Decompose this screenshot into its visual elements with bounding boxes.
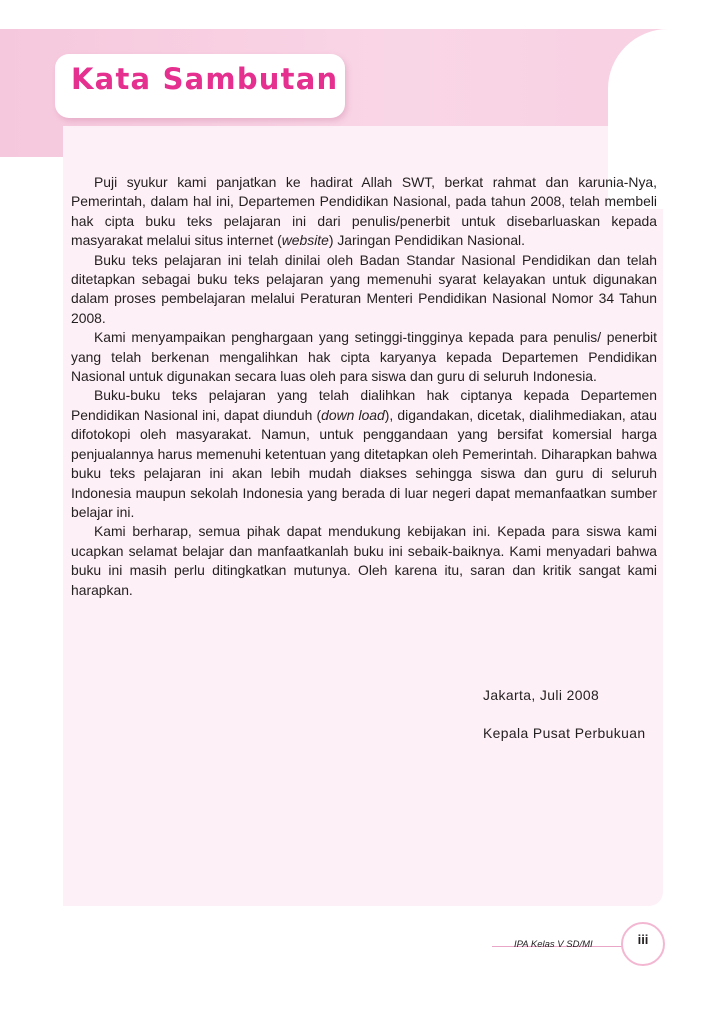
footer-book-label: IPA Kelas V SD/MI [514, 939, 593, 950]
paragraph-5: Kami berharap, semua pihak dapat mendukung kebijakan ini. Kepada para siswa kami ucapkan selamat belajar dan manfaatkanlah buku ini sebaik-baiknya. Kami menyadari bahwa buku ini masih perlu ditingkatkan mutunya. Oleh karena itu, saran dan kritik sangat kami harapkan. [71, 523, 657, 598]
paragraph-1-text: Puji syukur kami panjatkan ke hadirat Allah SWT, berkat rahmat dan karunia-Nya, Pemerintah, dalam hal ini, Departemen Pendidikan Nasional, pada tahun 2008, telah membeli hak cipta buku teks pelajaran ini dari penulis/penerbit untuk disebarluaskan kepada masyarakat melalui situs internet ( [71, 174, 657, 249]
paragraph-4 [71, 386, 657, 522]
paragraph-1 [71, 173, 657, 251]
paragraph-1-end: ) Jaringan Pendidikan Nasional. [328, 232, 526, 249]
header-curve-fill [663, 156, 728, 216]
signature-place-date: Jakarta, Juli 2008 [483, 687, 600, 703]
paragraph-4-emphasis: down load [321, 406, 385, 423]
page-title: Kata Sambutan [71, 62, 339, 96]
paragraph-4-end: ), digandakan, dicetak, dialihmediakan, atau difotokopi oleh masyarakat. Namun, untuk penggandaan yang bersifat komersial harga penjualannya harus memenuhi ketentuan yang ditetapkan oleh Pemerintah. Diharapkan bahwa buku teks pelajaran ini akan lebih mudah diakses sehingga siswa dan guru di seluruh Indonesia maupun sekolah Indonesia yang berada di luar negeri dapat memanfaatkan sumber belajar ini. [71, 406, 657, 520]
paragraph-4-text: Buku-buku teks pelajaran yang telah dialihkan hak ciptanya kepada Departemen Pendidikan Nasional ini, dapat diunduh ( [71, 387, 657, 423]
paragraph-1-emphasis: website [281, 232, 329, 249]
signature-signer: Kepala Pusat Perbukuan [483, 725, 646, 741]
page-number: iii [637, 932, 649, 947]
body-text [71, 173, 657, 600]
paragraph-2: Buku teks pelajaran ini telah dinilai oleh Badan Standar Nasional Pendidikan dan telah ditetapkan sebagai buku teks pelajaran yang memenuhi syarat kelayakan untuk digunakan dalam proses pembelajaran melalui Peraturan Menteri Pendidikan Nasional Nomor 34 Tahun 2008. [71, 251, 657, 326]
paragraph-3: Kami menyampaikan penghargaan yang setinggi-tingginya kepada para penulis/ penerbit yang telah berkenan mengalihkan hak cipta karyanya kepada Departemen Pendidikan Nasional untuk digunakan secara luas oleh para siswa dan guru di seluruh Indonesia. [71, 329, 657, 385]
